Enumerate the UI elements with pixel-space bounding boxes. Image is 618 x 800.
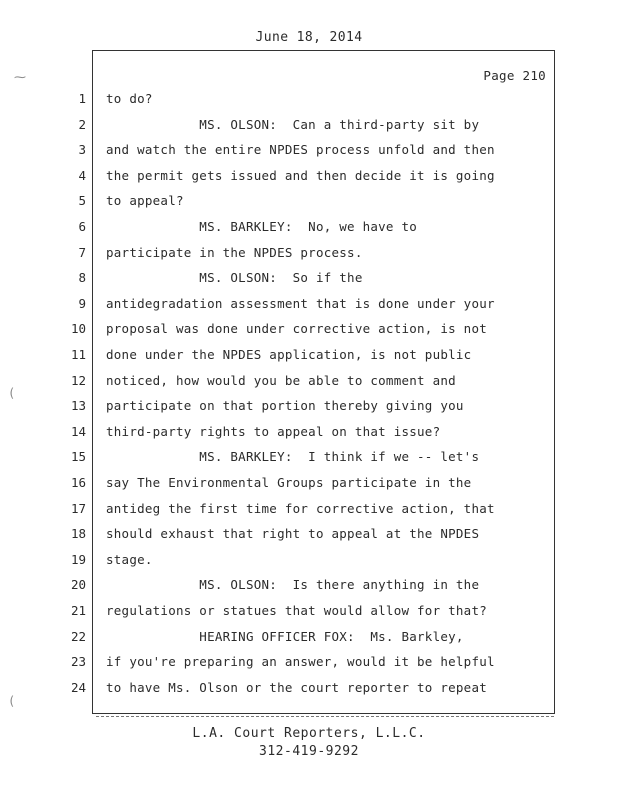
margin-mark: ( [8, 694, 16, 708]
margin-mark: ⁓ [14, 70, 26, 84]
line-text: the permit gets issued and then decide it is going [106, 167, 495, 183]
line-text: done under the NPDES application, is not public [106, 347, 472, 362]
line-number: 17 [70, 500, 86, 516]
line-number: 12 [70, 372, 86, 388]
line-text: to appeal? [106, 193, 184, 209]
line-number: 11 [70, 347, 86, 362]
line-text: participate on that portion thereby giving you [106, 398, 464, 414]
line-number: 8 [78, 270, 86, 286]
line-text: MS. OLSON: Is there anything in the [106, 577, 480, 593]
line-text: third-party rights to appeal on that issue? [106, 423, 441, 439]
line-number: 10 [70, 321, 86, 337]
line-text: say The Environmental Groups participate in the [106, 475, 472, 490]
line-number: 9 [78, 295, 86, 311]
line-text: if you're preparing an answer, would it be helpful [106, 654, 495, 670]
line-text: participate in the NPDES process. [106, 244, 363, 260]
line-text: regulations or statues that would allow for that? [106, 603, 488, 618]
line-number: 15 [70, 449, 86, 465]
line-number: 18 [70, 526, 86, 542]
line-text: MS. OLSON: So if the [106, 270, 363, 286]
frame-bottom-rule [96, 716, 554, 717]
line-text: and watch the entire NPDES process unfold and then [106, 142, 495, 158]
line-text: antidegradation assessment that is done under your [106, 295, 495, 311]
court-reporter-company: L.A. Court Reporters, L.L.C. [192, 726, 426, 741]
line-text: should exhaust that right to appeal at the NPDES [106, 526, 480, 542]
line-text: MS. BARKLEY: I think if we -- let's [106, 449, 480, 465]
transcript-date: June 18, 2014 [255, 30, 363, 45]
line-number: 23 [70, 654, 86, 670]
page-number-label: Page 210 [483, 68, 546, 83]
margin-mark: ( [8, 386, 16, 400]
line-number: 1 [78, 91, 86, 106]
line-number: 14 [70, 423, 86, 439]
line-text: noticed, how would you be able to comment and [106, 372, 456, 388]
line-text: stage. [106, 551, 153, 567]
court-reporter-phone: 312-419-9292 [259, 744, 359, 759]
line-number: 6 [78, 219, 86, 234]
line-number: 20 [70, 577, 86, 593]
line-text: HEARING OFFICER FOX: Ms. Barkley, [106, 628, 464, 644]
line-text: antideg the first time for corrective action, that [106, 500, 495, 516]
line-number: 13 [70, 398, 86, 414]
line-text: to do? [106, 91, 153, 106]
line-text: MS. BARKLEY: No, we have to [106, 219, 418, 234]
line-number: 24 [70, 679, 86, 695]
line-number: 4 [78, 167, 86, 183]
line-number: 3 [78, 142, 86, 158]
line-number: 16 [70, 475, 86, 490]
line-text: MS. OLSON: Can a third-party sit by [106, 116, 480, 132]
line-text: to have Ms. Olson or the court reporter to repeat [106, 679, 488, 695]
line-number: 5 [78, 193, 86, 209]
line-number: 7 [78, 244, 86, 260]
line-text: proposal was done under corrective action, is not [106, 321, 488, 337]
line-number: 21 [70, 603, 86, 618]
line-number: 22 [70, 628, 86, 644]
line-number: 2 [78, 116, 86, 132]
line-number: 19 [70, 551, 86, 567]
